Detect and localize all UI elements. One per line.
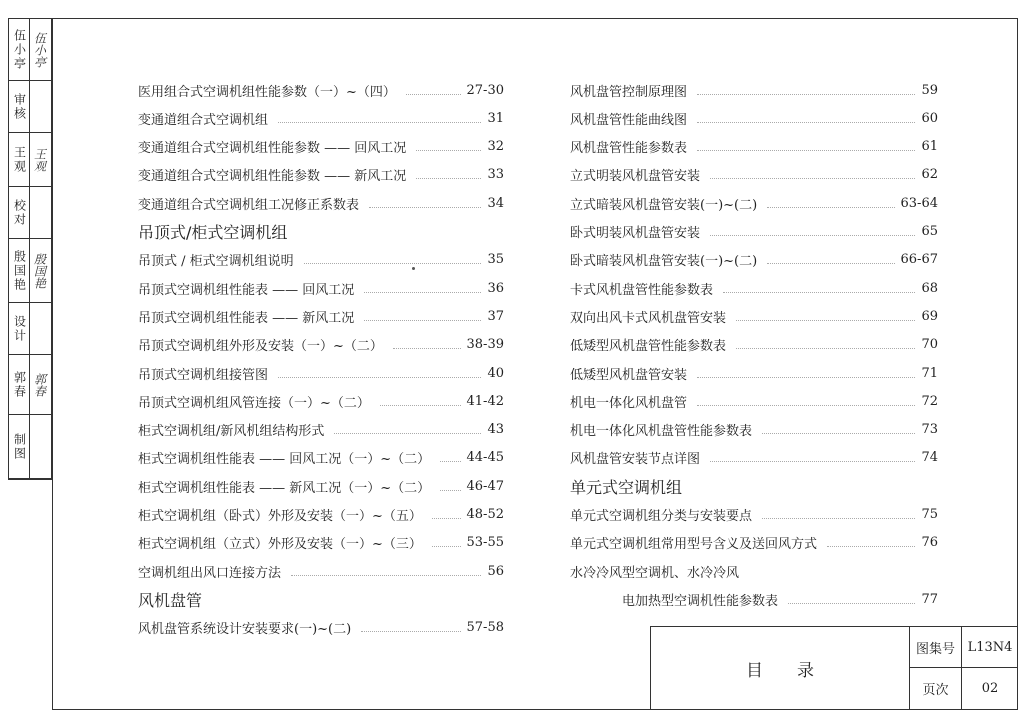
dot-leader	[697, 377, 915, 378]
toc-entry-page: 43	[487, 422, 504, 438]
dot-leader	[736, 320, 915, 321]
toc-entry-title: 单元式空调机组常用型号含义及送回风方式	[570, 533, 821, 552]
dot-leader	[406, 94, 461, 95]
document-title: 目录	[746, 660, 848, 681]
toc-entry[interactable]	[138, 418, 504, 442]
toc-entry-page: 41-42	[466, 393, 504, 409]
toc-entry-page: 27-30	[466, 82, 504, 98]
toc-entry-title: 柜式空调机组（卧式）外形及安装（一）~（五）	[138, 505, 426, 524]
toc-entry-page: 68	[921, 280, 938, 296]
signature-divider	[29, 133, 30, 186]
toc-entry-page: 37	[487, 308, 504, 324]
dot-leader	[827, 546, 915, 547]
toc-entry[interactable]	[138, 106, 504, 130]
toc-entry-page: 56	[487, 563, 504, 579]
toc-entry-title: 变通道组合式空调机组	[138, 109, 272, 128]
toc-entry[interactable]	[138, 616, 504, 640]
toc-entry-title: 吊顶式空调机组性能表 —— 回风工况	[138, 279, 358, 298]
toc-entry-title: 低矮型风机盘管安装	[570, 364, 691, 383]
page-label: 页次	[910, 668, 962, 709]
toc-entry-title: 吊顶式空调机组外形及安装（一）~（二）	[138, 335, 387, 354]
signature-name	[31, 415, 49, 478]
toc-entry[interactable]	[138, 446, 504, 470]
dot-leader	[334, 433, 481, 434]
toc-entry-page: 77	[921, 591, 938, 607]
toc-entry[interactable]	[138, 135, 504, 159]
toc-entry[interactable]	[570, 446, 938, 470]
toc-entry-title: 单元式空调机组分类与安装要点	[570, 505, 756, 524]
toc-entry[interactable]	[570, 276, 938, 300]
dot-leader	[710, 235, 915, 236]
toc-entry-title: 风机盘管性能参数表	[570, 137, 691, 156]
signature-divider	[29, 81, 30, 132]
signature-cell	[9, 239, 51, 303]
dot-leader	[364, 292, 481, 293]
toc-entry-page: 46-47	[466, 478, 504, 494]
section-heading	[138, 587, 504, 611]
toc-entry-title: 风机盘管控制原理图	[570, 81, 691, 100]
toc-entry-page: 70	[921, 337, 938, 353]
toc-entry[interactable]	[138, 276, 504, 300]
toc-entry[interactable]	[570, 78, 938, 102]
signature-name	[31, 81, 49, 132]
toc-entry-title: 机电一体化风机盘管性能参数表	[570, 420, 756, 439]
dot-leader	[440, 490, 460, 491]
toc-entry[interactable]	[570, 587, 938, 611]
dot-leader	[393, 348, 461, 349]
signature-cell	[9, 81, 51, 133]
toc-entry[interactable]	[570, 191, 938, 215]
signature-role: 制图	[12, 432, 27, 461]
signature-name	[31, 187, 49, 238]
toc-entry[interactable]	[138, 389, 504, 413]
speck	[412, 267, 415, 270]
signature-name: 郭春	[32, 372, 47, 397]
dot-leader	[291, 575, 481, 576]
toc-entry[interactable]	[138, 191, 504, 215]
toc-entry[interactable]	[138, 474, 504, 498]
dot-leader	[304, 263, 482, 264]
toc-entry-page: 61	[921, 139, 938, 155]
signature-cell	[9, 303, 51, 355]
toc-entry-page: 65	[921, 224, 938, 239]
toc-entry[interactable]	[138, 503, 504, 527]
dot-leader	[416, 178, 481, 179]
toc-entry[interactable]	[570, 531, 938, 555]
signature-strip	[8, 18, 52, 480]
signature-role: 殷国艳	[12, 249, 27, 292]
signature-divider	[29, 187, 30, 238]
signature-divider	[29, 19, 30, 80]
signature-cell	[9, 19, 51, 81]
signature-cell	[9, 187, 51, 239]
toc-entry-title: 电加热型空调机性能参数表	[570, 590, 782, 609]
signature-cell	[9, 415, 51, 479]
toc-entry-page: 60	[921, 110, 938, 126]
toc-entry-title: 变通道组合式空调机组性能参数 —— 新风工况	[138, 165, 410, 184]
title-block-grid	[909, 627, 1017, 709]
toc-entry[interactable]	[570, 135, 938, 159]
toc-entry-page: 53-55	[466, 535, 504, 551]
dot-leader	[361, 631, 460, 632]
toc-entry-title: 机电一体化风机盘管	[570, 392, 691, 411]
toc-entry-title: 医用组合式空调机组性能参数（一）~（四）	[138, 81, 400, 100]
toc-entry[interactable]	[570, 304, 938, 328]
page-number: 02	[981, 681, 999, 696]
toc-entry-page: 69	[921, 308, 938, 324]
dot-leader	[278, 122, 481, 123]
dot-leader	[697, 405, 915, 406]
toc-entry-title: 卧式暗装风机盘管安装(一)~(二)	[570, 250, 761, 269]
dot-leader	[710, 461, 915, 462]
section-heading	[570, 474, 938, 498]
toc-entry-page: 57-58	[466, 620, 504, 636]
toc-entry-title: 空调机组出风口连接方法	[138, 562, 285, 581]
toc-entry-title: 单元式空调机组	[570, 475, 686, 498]
atlas-number: L13N4	[962, 627, 1018, 668]
signature-cell	[9, 133, 51, 187]
toc-entry-title: 吊顶式空调机组性能表 —— 新风工况	[138, 307, 358, 326]
toc-entry-title: 吊顶式/柜式空调机组	[138, 220, 291, 243]
toc-entry-title: 立式明装风机盘管安装	[570, 165, 704, 184]
toc-entry-title: 双向出风卡式风机盘管安装	[570, 307, 730, 326]
toc-entry-title: 风机盘管系统设计安装要求(一)~(二)	[138, 618, 355, 637]
toc-entry-page: 31	[487, 110, 504, 126]
dot-leader	[697, 150, 915, 151]
signature-divider	[29, 303, 30, 354]
toc-entry-page: 36	[487, 280, 504, 296]
toc-entry[interactable]	[570, 503, 938, 527]
dot-leader	[369, 207, 481, 208]
dot-leader	[697, 122, 915, 123]
toc-entry-page: 35	[487, 252, 504, 268]
dot-leader	[767, 207, 894, 208]
toc-entry-page: 75	[921, 507, 938, 522]
dot-leader	[736, 348, 915, 349]
toc-entry-title: 变通道组合式空调机组性能参数 —— 回风工况	[138, 137, 410, 156]
toc-entry-title: 风机盘管	[138, 588, 206, 611]
toc-entry-page: 71	[921, 365, 938, 381]
dot-leader	[767, 263, 894, 264]
dot-leader	[762, 433, 915, 434]
toc-entry[interactable]	[570, 333, 938, 357]
toc-entry-title: 柜式空调机组性能表 —— 回风工况（一）~（二）	[138, 448, 434, 467]
toc-entry[interactable]	[138, 163, 504, 187]
toc-entry-title: 柜式空调机组性能表 —— 新风工况（一）~（二）	[138, 477, 434, 496]
dot-leader	[432, 546, 461, 547]
signature-name	[31, 303, 49, 354]
toc-entry[interactable]	[138, 361, 504, 385]
toc-entry-title: 吊顶式空调机组接管图	[138, 364, 272, 383]
toc-entry[interactable]	[570, 163, 938, 187]
toc-entry[interactable]	[570, 418, 938, 442]
dot-leader	[432, 518, 461, 519]
signature-role: 伍小亭	[12, 28, 27, 71]
dot-leader	[416, 150, 481, 151]
toc-entry-title: 水冷冷风型空调机、水冷冷风	[570, 562, 743, 581]
signature-name: 伍小亭	[32, 31, 47, 68]
toc-entry[interactable]	[570, 220, 938, 244]
dot-leader	[380, 405, 461, 406]
signature-role: 审核	[12, 92, 27, 121]
dot-leader	[697, 94, 915, 95]
section-heading	[138, 220, 504, 244]
toc-entry-title: 卧式明装风机盘管安装	[570, 222, 704, 241]
signature-divider	[29, 239, 30, 302]
toc-entry-page: 63-64	[900, 195, 938, 211]
toc-entry[interactable]	[138, 78, 504, 102]
toc-entry-title: 变通道组合式空调机组工况修正系数表	[138, 194, 363, 213]
toc-entry[interactable]	[138, 333, 504, 357]
signature-role: 校对	[12, 198, 27, 227]
toc-entry-title: 吊顶式空调机组风管连接（一）~（二）	[138, 392, 374, 411]
dot-leader	[364, 320, 481, 321]
signature-name: 王观	[32, 147, 47, 172]
toc-entry-page: 62	[921, 167, 938, 183]
toc-entry-page: 48-52	[466, 507, 504, 522]
toc-entry-page: 74	[921, 450, 938, 466]
signature-divider	[29, 355, 30, 414]
toc-entry[interactable]	[138, 531, 504, 555]
toc-entry-page: 33	[487, 167, 504, 183]
dot-leader	[710, 178, 915, 179]
toc-entry-page: 72	[921, 393, 938, 409]
toc-entry-title: 卡式风机盘管性能参数表	[570, 279, 717, 298]
toc-entry[interactable]	[138, 559, 504, 583]
dot-leader	[278, 377, 481, 378]
toc-entry-page: 32	[487, 139, 504, 155]
dot-leader	[440, 461, 460, 462]
dot-leader	[788, 603, 915, 604]
toc-entry[interactable]	[570, 361, 938, 385]
signature-role: 王观	[12, 145, 27, 174]
signature-name: 殷国艳	[32, 252, 47, 289]
toc-entry-title: 吊顶式 / 柜式空调机组说明	[138, 250, 298, 269]
toc-entry-page: 59	[921, 82, 938, 98]
toc-entry-page: 44-45	[466, 450, 504, 466]
title-block	[650, 626, 1018, 710]
toc-entry-title: 柜式空调机组/新风机组结构形式	[138, 420, 328, 439]
toc-entry-page: 34	[487, 195, 504, 211]
toc-entry-page: 40	[487, 365, 504, 381]
toc-entry-page: 76	[921, 535, 938, 551]
signature-role: 设计	[12, 314, 27, 343]
toc-entry-title: 风机盘管安装节点详图	[570, 448, 704, 467]
toc-entry-page: 38-39	[466, 337, 504, 353]
toc-entry[interactable]	[570, 106, 938, 130]
dot-leader	[723, 292, 915, 293]
atlas-label: 图集号	[910, 627, 962, 668]
toc-entry[interactable]	[570, 559, 938, 583]
dot-leader	[762, 518, 915, 519]
toc-entry[interactable]	[570, 389, 938, 413]
toc-entry-title: 立式暗装风机盘管安装(一)~(二)	[570, 194, 761, 213]
toc-entry[interactable]	[138, 304, 504, 328]
toc-entry-page: 73	[921, 422, 938, 438]
toc-entry-title: 风机盘管性能曲线图	[570, 109, 691, 128]
toc-entry-title: 低矮型风机盘管性能参数表	[570, 335, 730, 354]
signature-divider	[29, 415, 30, 478]
signature-role: 郭春	[12, 370, 27, 399]
toc-entry[interactable]	[570, 248, 938, 272]
toc-entry-page: 66-67	[900, 252, 938, 268]
signature-cell	[9, 355, 51, 415]
toc-entry-title: 柜式空调机组（立式）外形及安装（一）~（三）	[138, 533, 426, 552]
toc-entry[interactable]	[138, 248, 504, 272]
